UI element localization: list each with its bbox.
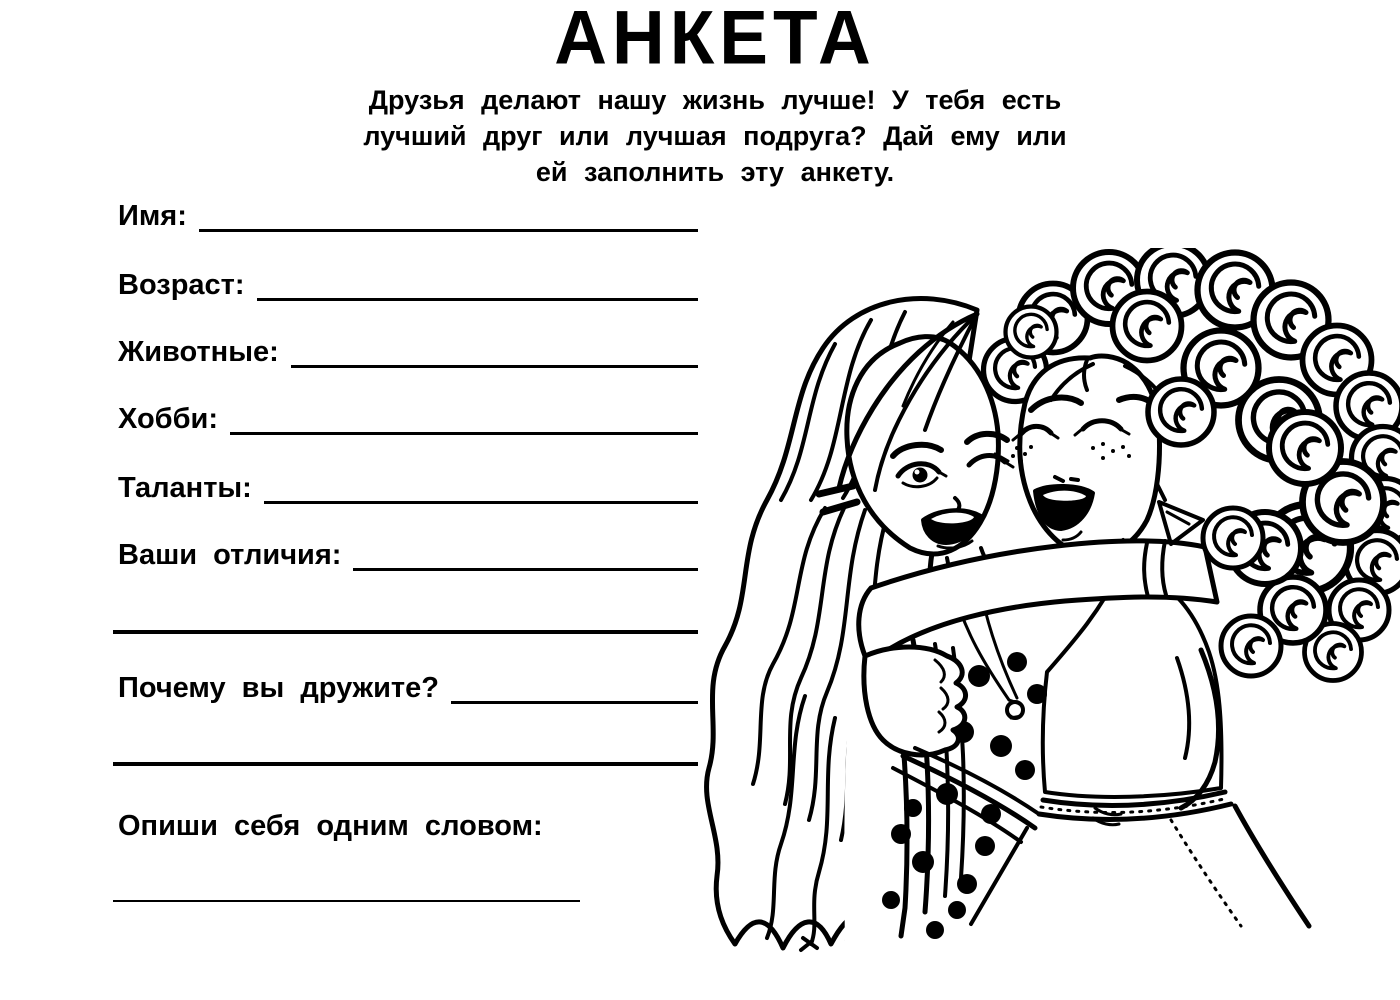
triangle-earring (1157, 484, 1203, 544)
field-hobby-label: Хобби: (118, 403, 218, 435)
field-name-blank[interactable] (199, 199, 698, 232)
page-header (355, 0, 1075, 190)
friends-illustration (695, 248, 1400, 1000)
field-talents-blank[interactable] (264, 471, 698, 504)
field-hobby-blank[interactable] (230, 402, 698, 435)
field-animals-blank[interactable] (291, 335, 698, 368)
field-animals (118, 332, 698, 368)
field-name-label: Имя: (118, 200, 187, 232)
intro-line-2: лучший друг или лучшая подруга? Дай ему или (363, 121, 1067, 151)
field-animals-label: Животные: (118, 336, 279, 368)
field-one-word-label: Опиши себя одним словом: (118, 810, 543, 842)
field-age-blank[interactable] (257, 268, 698, 301)
field-differences (118, 535, 698, 571)
intro-line-3: ей заполнить эту анкету. (535, 157, 895, 187)
two-girls-hugging-art (695, 248, 1400, 1000)
forehead-curl (1148, 379, 1214, 445)
field-hobby (118, 399, 698, 435)
page-title: АНКЕТА (554, 0, 876, 80)
field-name (118, 196, 698, 232)
one-word-answer-line[interactable] (113, 900, 580, 902)
field-age-label: Возраст: (118, 269, 245, 301)
hug-hand (864, 647, 966, 755)
field-talents (118, 468, 698, 504)
field-talents-label: Таланты: (118, 472, 252, 504)
field-why-friends-blank[interactable] (451, 671, 698, 704)
field-differences-blank[interactable] (353, 538, 698, 571)
intro-line-1: Друзья делают нашу жизнь лучше! У тебя есть (368, 85, 1062, 115)
why-friends-extra-line[interactable] (113, 762, 698, 766)
field-differences-label: Ваши отличия: (118, 539, 342, 571)
differences-extra-line[interactable] (113, 630, 698, 634)
intro-text (355, 82, 1075, 190)
field-why-friends-label: Почему вы дружите? (118, 672, 439, 704)
shoulder-curl (1203, 508, 1263, 568)
parting-curl (1006, 307, 1057, 358)
field-why-friends (118, 668, 698, 704)
field-age (118, 265, 698, 301)
